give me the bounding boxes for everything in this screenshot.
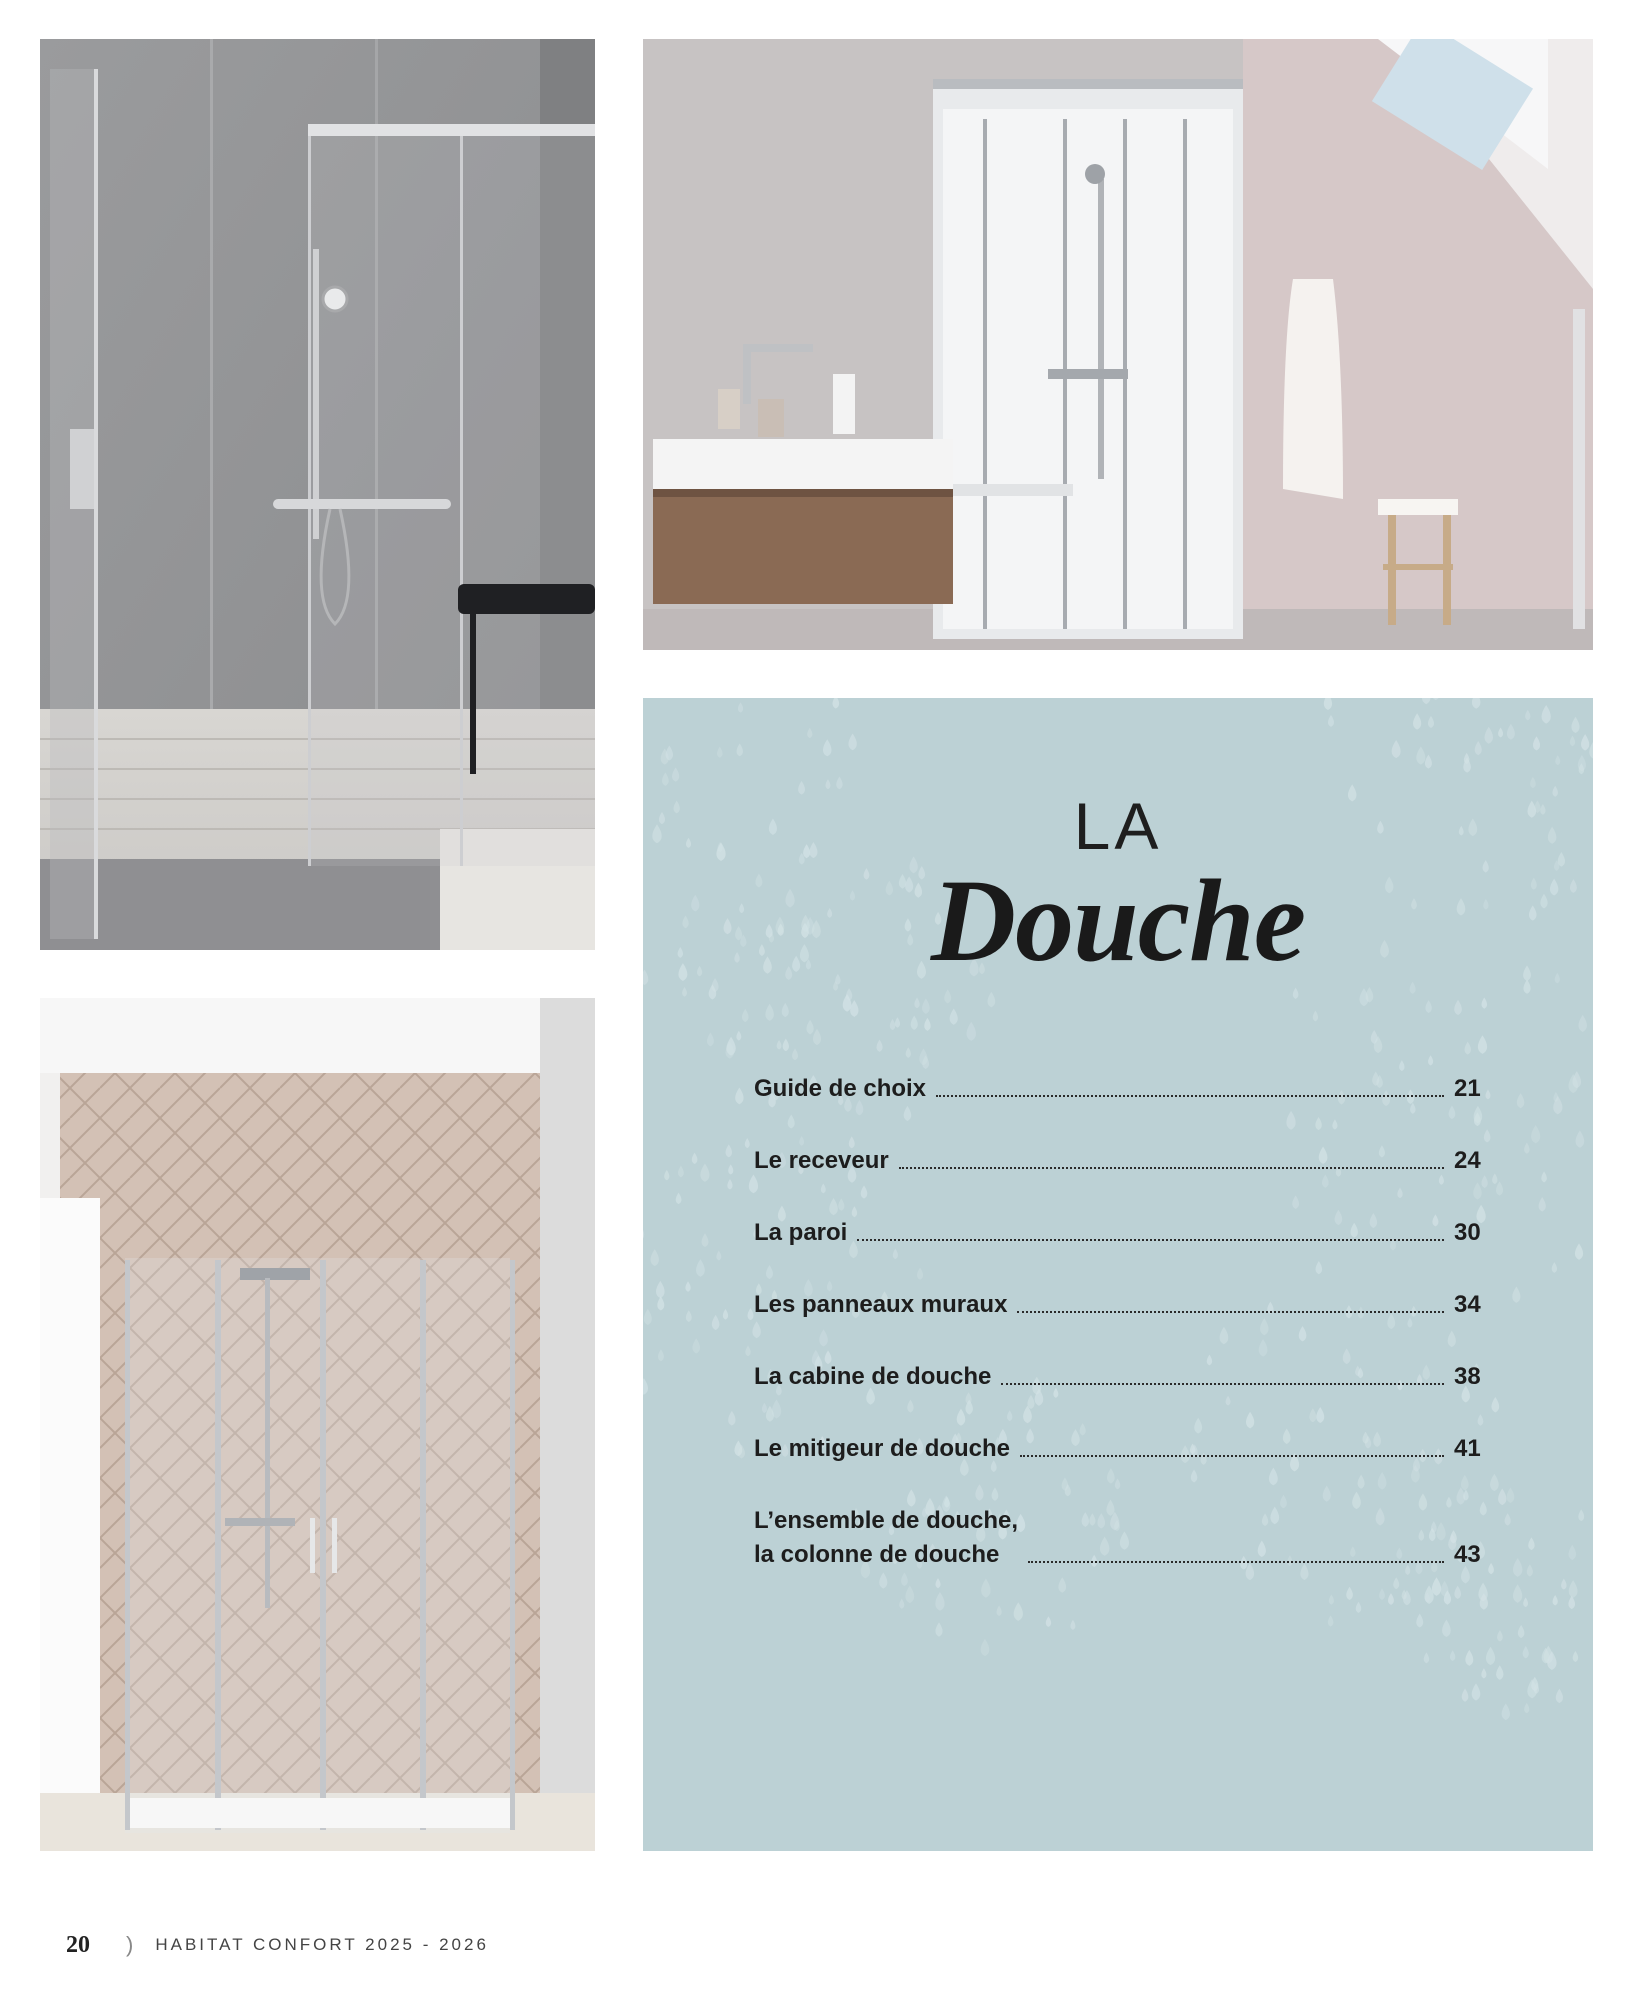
toc-leader-dots [1028, 1561, 1444, 1563]
toc-label: L’ensemble de douche, la colonne de douche [754, 1507, 1019, 1568]
toc-leader-dots [1020, 1455, 1444, 1457]
toc-label: Les panneaux muraux [754, 1291, 1008, 1318]
toc-label: La cabine de douche [754, 1363, 992, 1390]
toc-page-number: 41 [1454, 1435, 1481, 1462]
photo-shower-cabin-bathroom [643, 39, 1593, 650]
toc-entry-receveur[interactable] [754, 1144, 1494, 1178]
photo-walk-in-shower [40, 39, 595, 950]
toc-entry-guide[interactable] [754, 1072, 1494, 1106]
section-title: Douche [930, 855, 1306, 986]
toc-page-number: 24 [1454, 1147, 1481, 1174]
page-number: 20 [66, 1931, 90, 1958]
toc-entry-cabine[interactable] [754, 1360, 1494, 1394]
toc-entry-panneaux[interactable] [754, 1288, 1494, 1322]
toc-label: Guide de choix [754, 1075, 927, 1102]
toc-entry-mitigeur[interactable] [754, 1432, 1494, 1466]
toc-page-number: 34 [1454, 1291, 1481, 1318]
toc-page-number: 43 [1454, 1541, 1481, 1568]
toc-leader-dots [899, 1167, 1444, 1169]
toc-label: La paroi [754, 1219, 848, 1246]
table-of-contents [754, 1072, 1494, 1610]
toc-leader-dots [936, 1095, 1444, 1097]
toc-entry-paroi[interactable] [754, 1216, 1494, 1250]
toc-entry-ensemble[interactable] [754, 1504, 1494, 1572]
photo-shower-door-herringbone [40, 998, 595, 1851]
toc-label: Le mitigeur de douche [754, 1435, 1011, 1462]
toc-leader-dots [857, 1239, 1444, 1241]
toc-leader-dots [1017, 1311, 1444, 1313]
toc-label: Le receveur [754, 1147, 889, 1174]
footer-separator: ) [126, 1932, 134, 1957]
section-title-prefix: LA [1073, 789, 1163, 863]
page-footer [66, 1930, 489, 1960]
toc-leader-dots [1001, 1383, 1444, 1385]
publication-title: HABITAT CONFORT 2025 - 2026 [155, 1935, 489, 1954]
toc-page-number: 21 [1454, 1075, 1481, 1102]
toc-page-number: 38 [1454, 1363, 1481, 1390]
toc-page-number: 30 [1454, 1219, 1481, 1246]
contents-panel [643, 698, 1593, 1851]
